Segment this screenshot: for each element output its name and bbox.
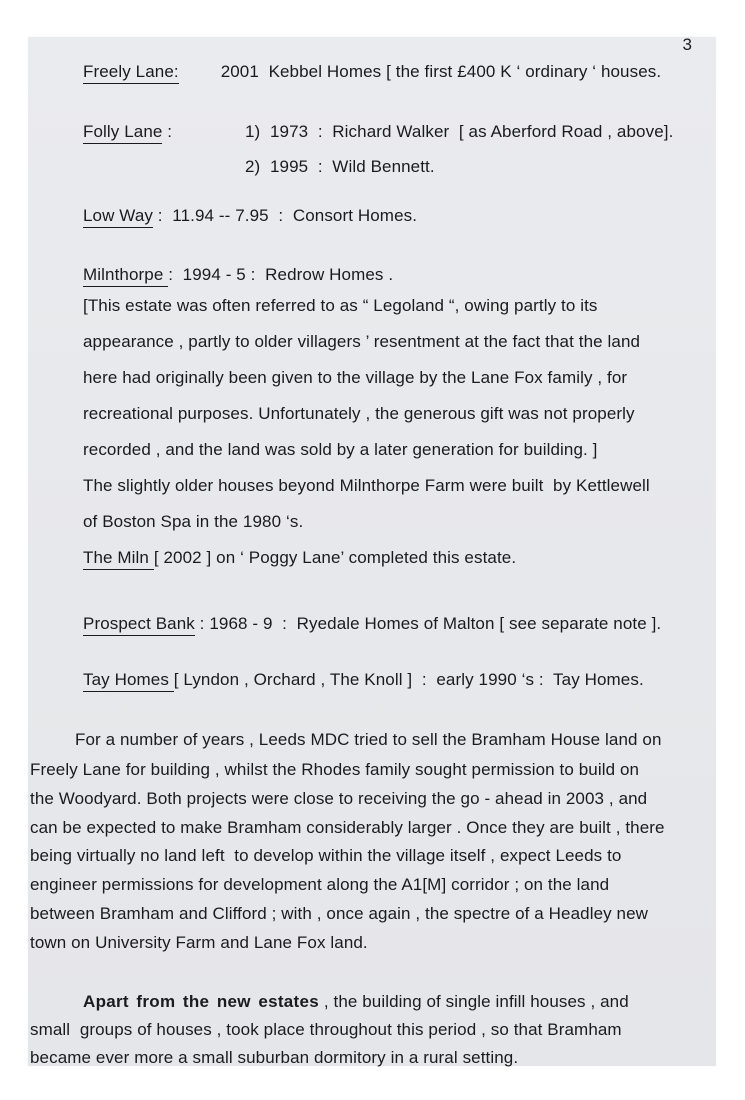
- development-paragraph-line-3: the Woodyard. Both projects were close to receiving the go - ahead in 2003 , and: [30, 789, 648, 808]
- milnthorpe-extra-line-1: The slightly older houses beyond Milnthorpe Farm were built by Kettlewell: [83, 476, 650, 495]
- milnthorpe-extra-line-2: of Boston Spa in the 1980 ‘s.: [83, 512, 304, 531]
- tay-homes-text: [ Lyndon , Orchard , The Knoll ] : early 1990 ‘s : Tay Homes.: [173, 670, 644, 689]
- the-miln-text: [ 2002 ] on ‘ Poggy Lane’ completed this estate.: [153, 548, 517, 567]
- development-paragraph-line-2: Freely Lane for building , whilst the Rhodes family sought permission to build on: [30, 760, 640, 779]
- prospect-bank-heading: Prospect Bank: [83, 614, 195, 636]
- freely-lane-entry: [83, 62, 661, 82]
- milnthorpe-text: : 1994 - 5 : Redrow Homes .: [168, 265, 394, 284]
- tay-homes-entry: [83, 670, 644, 690]
- folly-lane-separator: :: [162, 122, 173, 141]
- development-paragraph-line-7: between Bramham and Clifford ; with , once again , the spectre of a Headley new: [30, 904, 649, 923]
- infill-paragraph-line-3: became ever more a small suburban dormitory in a rural setting.: [30, 1048, 519, 1067]
- milnthorpe-note-line-3: here had originally been given to the village by the Lane Fox family , for: [83, 368, 628, 387]
- freely-lane-text: 2001 Kebbel Homes [ the first £400 K ‘ ordinary ‘ houses.: [220, 62, 662, 81]
- tay-homes-heading: Tay Homes: [83, 670, 174, 692]
- folly-lane-item-1: 1) 1973 : Richard Walker [ as Aberford Road , above].: [245, 122, 674, 141]
- prospect-bank-text: : 1968 - 9 : Ryedale Homes of Malton [ see separate note ].: [194, 614, 662, 633]
- milnthorpe-note-line-4: recreational purposes. Unfortunately , the generous gift was not properly: [83, 404, 635, 423]
- low-way-heading: Low Way: [83, 206, 153, 228]
- infill-paragraph-lead-rest: , the building of single infill houses , and: [319, 992, 629, 1011]
- low-way-entry: [83, 206, 417, 226]
- development-paragraph-line-1: For a number of years , Leeds MDC tried to sell the Bramham House land on: [75, 730, 662, 749]
- the-miln-entry: [83, 548, 516, 568]
- document-page: [28, 37, 716, 1066]
- milnthorpe-note-line-2: appearance , partly to older villagers ’ resentment at the fact that the land: [83, 332, 641, 351]
- folly-lane-heading: Folly Lane: [83, 122, 162, 144]
- page-number: 3: [682, 35, 692, 54]
- development-paragraph-line-5: being virtually no land left to develop within the village itself , expect Leeds to: [30, 846, 622, 865]
- infill-paragraph-line-1: [83, 992, 629, 1012]
- development-paragraph-line-8: town on University Farm and Lane Fox land.: [30, 933, 368, 952]
- milnthorpe-heading: Milnthorpe: [83, 265, 168, 287]
- folly-lane-item-2: 2) 1995 : Wild Bennett.: [245, 157, 435, 176]
- infill-paragraph-lead: Apart from the new estates: [83, 992, 320, 1011]
- prospect-bank-entry: [83, 614, 661, 634]
- infill-paragraph-line-2: small groups of houses , took place throughout this period , so that Bramham: [30, 1020, 622, 1039]
- milnthorpe-note-line-1: [This estate was often referred to as “ Legoland “, owing partly to its: [83, 296, 598, 315]
- development-paragraph-line-4: can be expected to make Bramham considerably larger . Once they are built , there: [30, 818, 665, 837]
- low-way-text: : 11.94 -- 7.95 : Consort Homes.: [152, 206, 418, 225]
- freely-lane-heading: Freely Lane:: [83, 62, 179, 84]
- the-miln-heading: The Miln: [83, 548, 154, 570]
- folly-lane-heading-line: [83, 122, 172, 142]
- milnthorpe-entry: [83, 265, 393, 285]
- milnthorpe-note-line-5: recorded , and the land was sold by a later generation for building. ]: [83, 440, 598, 459]
- development-paragraph-line-6: engineer permissions for development along the A1[M] corridor ; on the land: [30, 875, 610, 894]
